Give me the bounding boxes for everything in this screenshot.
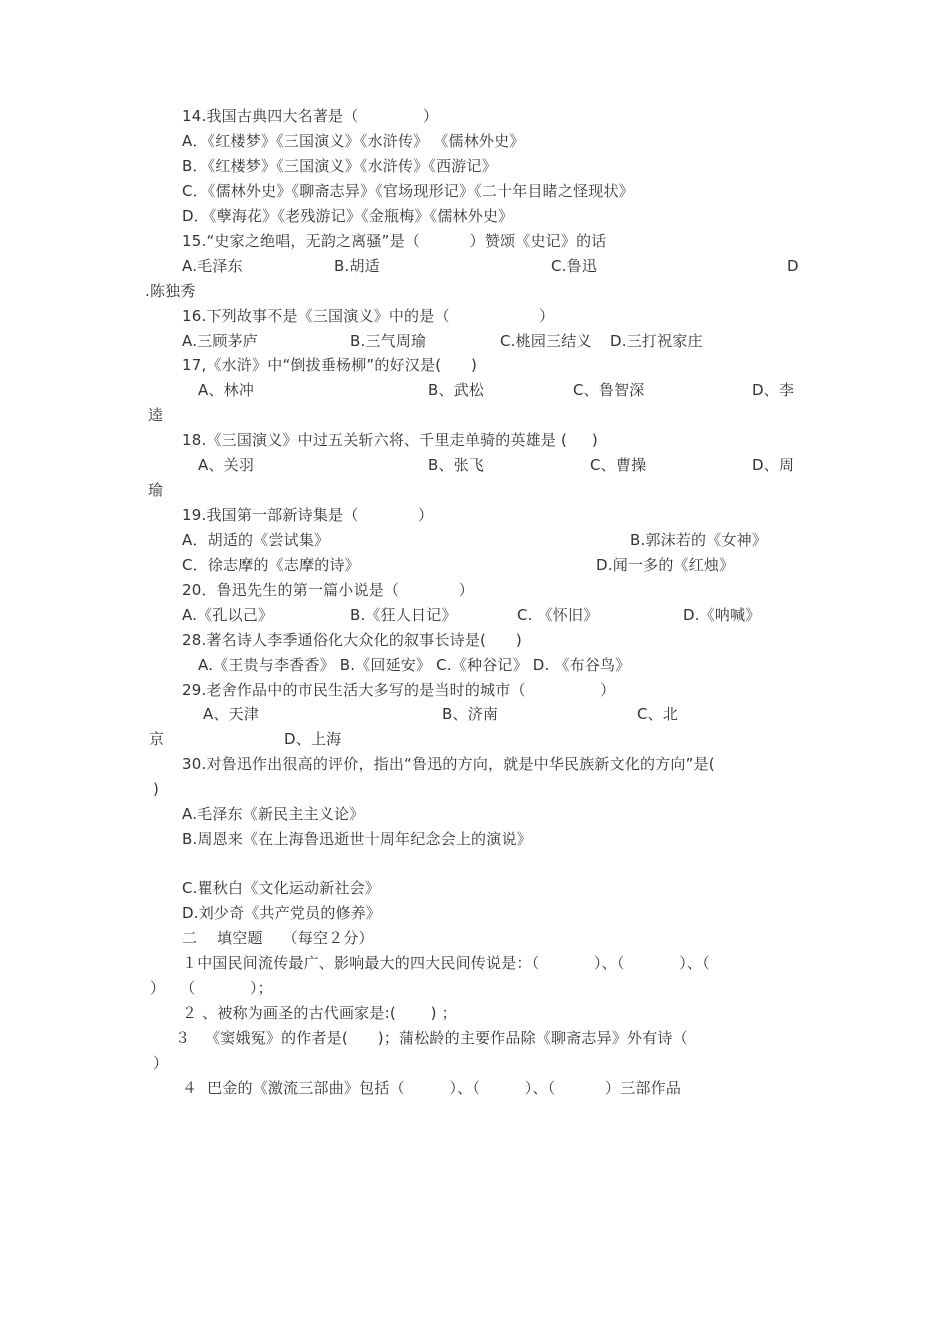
question-17-option-d-tail: 逵 bbox=[148, 406, 164, 424]
question-15-option-b: B.胡适 bbox=[334, 257, 380, 275]
fill-blank-1-continued: ） （ ）； bbox=[150, 979, 273, 997]
question-30-option-d: D.刘少奇《共产党员的修养》 bbox=[182, 904, 382, 922]
question-20-option-c: C. 《怀旧》 bbox=[517, 606, 599, 624]
question-16-option-c: C.桃园三结义 bbox=[500, 332, 592, 350]
question-16-option-b: B.三气周瑜 bbox=[350, 332, 427, 350]
question-17-option-a: A、林冲 bbox=[198, 381, 255, 399]
question-14-option-d: D．《孽海花》《老残游记》《金瓶梅》《儒林外史》 bbox=[182, 207, 514, 225]
question-30-stem-tail: ) bbox=[153, 780, 160, 798]
question-19-option-a: A．胡适的《尝试集》 bbox=[182, 531, 330, 549]
question-29-option-d: D、上海 bbox=[284, 730, 342, 748]
question-19-option-d: D.闻一多的《红烛》 bbox=[596, 556, 735, 574]
question-18-option-d-tail: 瑜 bbox=[148, 481, 164, 499]
question-17-stem: 17,《水浒》中“倒拔垂杨柳”的好汉是( ) bbox=[182, 356, 478, 374]
question-15-stem: 15.“史家之绝唱，无韵之离骚”是（ ）赞颂《史记》的话 bbox=[182, 232, 607, 250]
question-20-option-b: B.《狂人日记》 bbox=[350, 606, 457, 624]
question-18-option-c: C、曹操 bbox=[590, 456, 647, 474]
question-15-option-a: A.毛泽东 bbox=[182, 257, 243, 275]
question-30-option-a: A.毛泽东《新民主主义论》 bbox=[182, 805, 365, 823]
question-18-option-d-head: D、周 bbox=[752, 456, 795, 474]
fill-blank-1: １中国民间流传最广、影响最大的四大民间传说是：（ ）、（ ）、（ bbox=[182, 954, 710, 972]
question-15-option-c: C.鲁迅 bbox=[551, 257, 598, 275]
question-29-option-c-head: C、北 bbox=[637, 705, 679, 723]
question-17-option-b: B、武松 bbox=[428, 381, 485, 399]
question-28-stem: 28.著名诗人李季通俗化大众化的叙事长诗是( ) bbox=[182, 631, 522, 649]
question-29-option-b: B、济南 bbox=[442, 705, 499, 723]
question-18-stem: 18.《三国演义》中过五关斩六将、千里走单骑的英雄是 ( ) bbox=[182, 431, 598, 449]
question-15-option-d-tail: .陈独秀 bbox=[145, 282, 196, 300]
question-14-stem: 14.我国古典四大名著是（ ） bbox=[182, 107, 439, 125]
question-18-option-a: A、关羽 bbox=[198, 456, 255, 474]
question-28-options: A.《王贵与李香香》 B.《回延安》 C.《种谷记》 D. 《布谷鸟》 bbox=[198, 656, 631, 674]
question-20-stem: 20．鲁迅先生的第一篇小说是（ ） bbox=[182, 581, 474, 599]
question-18-option-b: B、张飞 bbox=[428, 456, 485, 474]
fill-blank-4: ４ 巴金的《激流三部曲》包括（ ）、（ ）、（ ）三部作品 bbox=[182, 1079, 682, 1097]
question-16-option-d: D.三打祝家庄 bbox=[610, 332, 703, 350]
question-30-option-c: C.瞿秋白《文化运动新社会》 bbox=[182, 879, 381, 897]
fill-blank-2: ２ 、被称为画圣的古代画家是:( ) ； bbox=[182, 1004, 457, 1022]
question-29-option-c-tail: 京 bbox=[149, 730, 165, 748]
question-14-option-a: A．《红楼梦》《三国演义》《水浒传》 《儒林外史》 bbox=[182, 132, 525, 150]
fill-blank-3: ３ 《窦娥冤》的作者是( )；蒲松龄的主要作品除《聊斋志异》外有诗（ bbox=[175, 1029, 688, 1047]
question-19-stem: 19.我国第一部新诗集是（ ） bbox=[182, 506, 434, 524]
question-19-option-c: C．徐志摩的《志摩的诗》 bbox=[182, 556, 360, 574]
question-17-option-c: C、鲁智深 bbox=[573, 381, 645, 399]
question-30-option-b: B.周恩来《在上海鲁迅逝世十周年纪念会上的演说》 bbox=[182, 830, 532, 848]
question-30-stem: 30.对鲁迅作出很高的评价，指出“鲁迅的方向，就是中华民族新文化的方向”是( bbox=[182, 755, 715, 773]
question-20-option-d: D.《呐喊》 bbox=[683, 606, 761, 624]
question-17-option-d-head: D、李 bbox=[752, 381, 795, 399]
question-29-option-a: A、天津 bbox=[203, 705, 260, 723]
question-16-stem: 16.下列故事不是《三国演义》中的是（ ） bbox=[182, 307, 555, 325]
question-14-option-b: B．《红楼梦》《三国演义》《水浒传》《西游记》 bbox=[182, 157, 497, 175]
question-29-stem: 29.老舍作品中的市民生活大多写的是当时的城市（ ） bbox=[182, 681, 616, 699]
question-19-option-b: B.郭沫若的《女神》 bbox=[630, 531, 768, 549]
fill-blank-3-continued: ） bbox=[153, 1054, 169, 1072]
question-20-option-a: A.《孔以己》 bbox=[182, 606, 274, 624]
question-16-option-a: A.三顾茅庐 bbox=[182, 332, 258, 350]
section-2-title: 二 填空题 （每空２分） bbox=[182, 929, 374, 947]
question-15-option-d-head: D bbox=[787, 257, 799, 275]
question-14-option-c: C．《儒林外史》《聊斋志异》《官场现形记》《二十年目睹之怪现状》 bbox=[182, 182, 634, 200]
